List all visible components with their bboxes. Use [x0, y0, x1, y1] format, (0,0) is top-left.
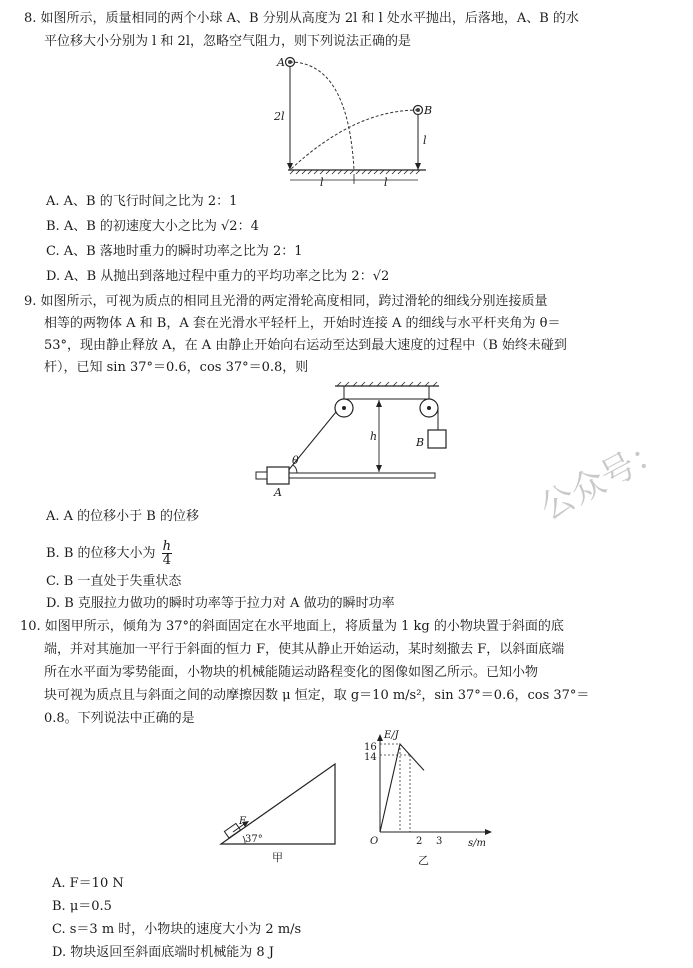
q10-figure-right: [350, 728, 500, 868]
watermark: 公众号：: [533, 429, 673, 529]
q10-chart-ylabel: E/J: [384, 730, 399, 741]
q10-figure-left: [215, 760, 345, 868]
q10-caption-yi: 乙: [418, 854, 429, 867]
q9-option-b-denominator: 4: [162, 553, 171, 568]
q8-option-c: C. A、B 落地时重力的瞬时功率之比为 2：1: [46, 244, 303, 259]
q10-stem-line5: 0.8。下列说法中正确的是: [44, 711, 195, 726]
q10-stem-line2: 端，并对其施加一平行于斜面的恒力 F，使其从静止开始运动，某时刻撤去 F，以斜面底端: [44, 642, 565, 657]
q8-stem-line2: 平位移大小分别为 l 和 2l，忽略空气阻力，则下列说法正确的是: [44, 34, 411, 49]
q9-label-A: A: [274, 486, 282, 499]
q8-label-A: A: [277, 56, 285, 69]
q9-option-b: [46, 540, 172, 567]
q10-option-a: A. F＝10 N: [52, 876, 124, 891]
q10-stem-line4: 块可视为质点且与斜面之间的动摩擦因数 μ 恒定，取 g＝10 m/s²，sin 37°＝0.6，cos 37°＝: [44, 688, 590, 703]
q8-stem-line1: 8. 如图所示，质量相同的两个小球 A、B 分别从高度为 2l 和 l 处水平抛出，后落地，A、B 的水: [24, 11, 579, 26]
q9-option-b-numerator: h: [162, 539, 172, 554]
q8-figure: [260, 52, 440, 188]
q9-option-a: A. A 的位移小于 B 的位移: [46, 509, 199, 524]
q10-option-d: D. 物块返回至斜面底端时机械能为 8 J: [52, 945, 274, 960]
q10-option-c: C. s＝3 m 时，小物块的速度大小为 2 m/s: [52, 922, 302, 937]
q8-option-a: A. A、B 的飞行时间之比为 2：1: [46, 194, 238, 209]
q10-label-angle: 37°: [245, 834, 263, 845]
q9-label-B: B: [416, 436, 425, 449]
q9-stem-line3: 53°，现由静止释放 A，在 A 由静止开始向右运动至达到最大速度的过程中（B 始终未碰到: [44, 338, 567, 353]
q8-label-dx1: l: [320, 176, 324, 189]
q10-chart-xlabel: s/m: [468, 838, 486, 849]
q8-option-b: B. A、B 的初速度大小之比为 √2：4: [46, 219, 259, 234]
q9-option-b-prefix: B. B 的位移大小为: [46, 546, 156, 561]
q9-label-theta: θ: [292, 454, 299, 467]
q8-label-B: B: [424, 104, 433, 117]
q10-chart-xtick-2: 2: [416, 836, 423, 847]
q10-caption-jia: 甲: [272, 851, 283, 864]
q9-stem-line2: 相等的两物体 A 和 B，A 套在光滑水平轻杆上，开始时连接 A 的细线与水平杆夹角为 θ＝: [44, 316, 561, 331]
q10-stem-line3: 所在水平面为零势能面，小物块的机械能随运动路程变化的图像如图乙所示。已知小物: [44, 665, 539, 680]
q8-label-dx2: l: [384, 176, 388, 189]
q10-chart-series-line: [380, 744, 424, 832]
q8-option-d: D. A、B 从抛出到落地过程中重力的平均功率之比为 2：√2: [46, 269, 390, 284]
q10-chart-ytick-14: 14: [364, 752, 377, 763]
q9-label-h: h: [370, 430, 378, 443]
q10-label-F: F: [239, 816, 246, 827]
q10-chart-ytick-16: 16: [364, 742, 377, 753]
q10-stem-line1: 10. 如图甲所示，倾角为 37°的斜面固定在水平地面上，将质量为 1 kg 的小物块置于斜面的底: [20, 619, 564, 634]
q9-stem-line4: 杆），已知 sin 37°＝0.6，cos 37°＝0.8，则: [44, 360, 309, 375]
q10-chart-origin: O: [370, 836, 379, 847]
q8-label-2l: 2l: [274, 110, 285, 123]
q10-chart-xtick-3: 3: [436, 836, 443, 847]
q9-figure: [255, 380, 445, 500]
q9-option-b-fraction: [162, 540, 172, 567]
q8-label-l-right: l: [423, 134, 427, 147]
q10-option-b: B. μ＝0.5: [52, 899, 112, 914]
q9-option-c: C. B 一直处于失重状态: [46, 574, 182, 589]
q9-stem-line1: 9. 如图所示，可视为质点的相同且光滑的两定滑轮高度相同，跨过滑轮的细线分别连接质量: [24, 294, 548, 309]
q9-option-d: D. B 克服拉力做功的瞬时功率等于拉力对 A 做功的瞬时功率: [46, 596, 395, 611]
